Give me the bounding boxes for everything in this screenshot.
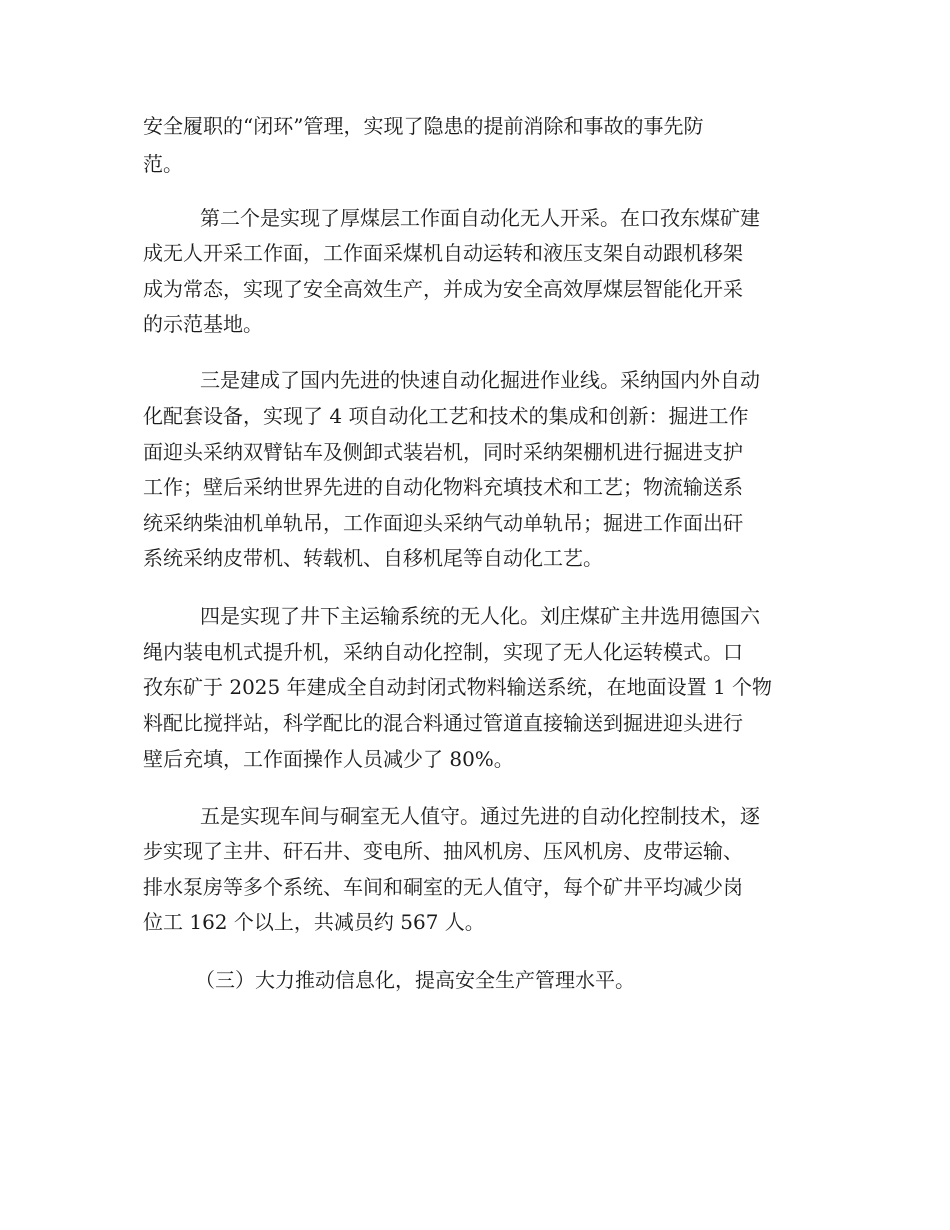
text-line: 成无人开采工作面，工作面采煤机自动运转和液压支架自动跟机移架 bbox=[143, 241, 743, 265]
text-line: 化配套设备，实现了 4 项自动化工艺和技术的集成和创新：掘进工作 bbox=[143, 404, 749, 428]
text-line: 的示范基地。 bbox=[143, 312, 263, 336]
text-line: 安全履职的“闭环”管理，实现了隐患的提前消除和事故的事先防 bbox=[143, 114, 704, 138]
text-line: 五是实现车间与硐室无人值守。通过先进的自动化控制技术，逐 bbox=[200, 804, 760, 828]
text-line: 步实现了主井、矸石井、变电所、抽风机房、压风机房、皮带运输、 bbox=[143, 839, 743, 863]
text-line: 孜东矿于 2025 年建成全自动封闭式物料输送系统，在地面设置 1 个物 bbox=[143, 675, 773, 699]
text-line: 壁后充填，工作面操作人员减少了 80%。 bbox=[143, 747, 514, 771]
text-line: 范。 bbox=[143, 152, 183, 176]
text-line: 位工 162 个以上，共减员约 567 人。 bbox=[143, 910, 485, 934]
text-line: 第二个是实现了厚煤层工作面自动化无人开采。在口孜东煤矿建 bbox=[200, 206, 760, 230]
text-line: 四是实现了井下主运输系统的无人化。刘庄煤矿主井选用德国六 bbox=[200, 604, 760, 628]
text-line: 料配比搅拌站，科学配比的混合料通过管道直接输送到掘进迎头进行 bbox=[143, 711, 743, 735]
text-line: 系统采纳皮带机、转载机、自移机尾等自动化工艺。 bbox=[143, 546, 603, 570]
text-line: 排水泵房等多个系统、车间和硐室的无人值守，每个矿井平均减少岗 bbox=[143, 875, 743, 899]
text-line: 绳内装电机式提升机，采纳自动化控制，实现了无人化运转模式。口 bbox=[143, 640, 743, 664]
text-line: 统采纳柴油机单轨吊，工作面迎头采纳气动单轨吊；掘进工作面出矸 bbox=[143, 511, 743, 535]
text-line: 面迎头采纳双臂钻车及侧卸式装岩机，同时采纳架棚机进行掘进支护 bbox=[143, 440, 743, 464]
text-line: 工作；壁后采纳世界先进的自动化物料充填技术和工艺；物流输送系 bbox=[143, 475, 743, 499]
text-line: （三）大力推动信息化，提高安全生产管理水平。 bbox=[195, 968, 635, 992]
text-line: 成为常态，实现了安全高效生产，并成为安全高效厚煤层智能化开采 bbox=[143, 277, 743, 301]
text-line: 三是建成了国内先进的快速自动化掘进作业线。采纳国内外自动 bbox=[200, 368, 760, 392]
